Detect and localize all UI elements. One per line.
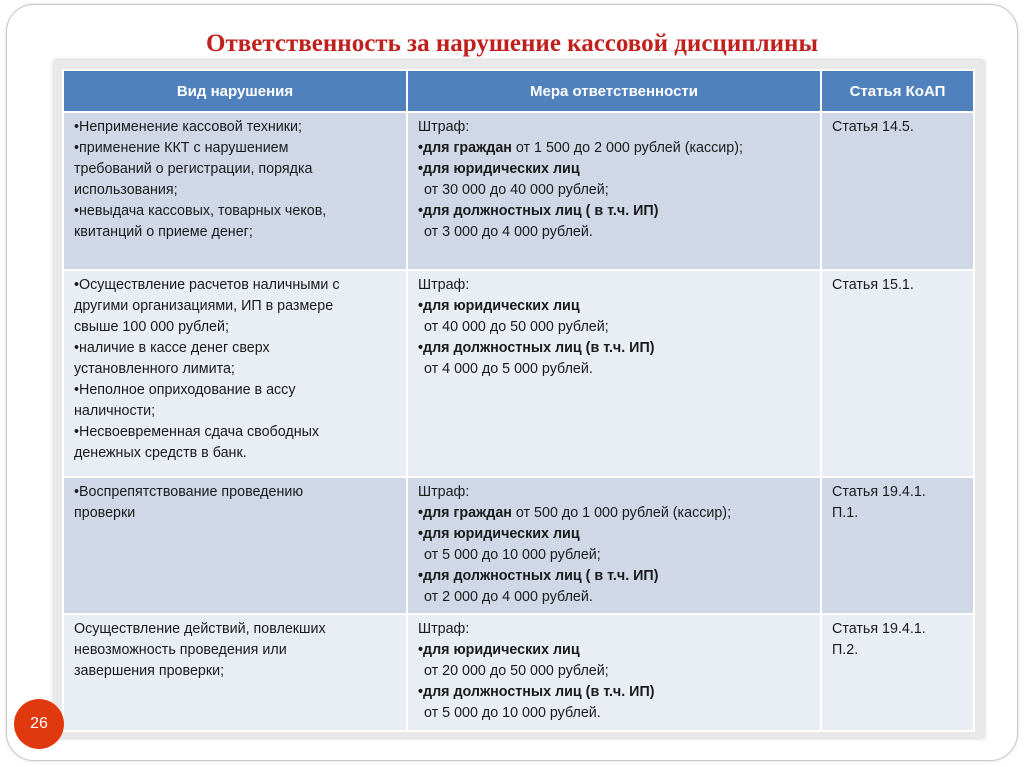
penalty-subject: •для юридических лиц: [418, 161, 580, 177]
violation-line: наличности;: [74, 403, 156, 419]
penalty-subject: •для должностных лиц ( в т.ч. ИП): [418, 568, 659, 584]
penalty-amount: от 4 000 до 5 000 рублей.: [424, 361, 593, 377]
violation-line: проверки: [74, 505, 136, 521]
article-line: П.2.: [832, 642, 859, 658]
violation-line: установленного лимита;: [74, 361, 235, 377]
violation-line: квитанций о приеме денег;: [74, 224, 253, 240]
penalty-cell: [407, 614, 821, 731]
penalty-line: [418, 566, 812, 587]
table-container: [54, 60, 984, 738]
penalty-amount: от 40 000 до 50 000 рублей;: [424, 319, 609, 335]
violation-line: •Несвоевременная сдача свободных: [74, 424, 320, 440]
header-penalty: Мера ответственности: [407, 70, 821, 112]
table-row: [63, 112, 974, 270]
penalty-line: [418, 640, 812, 661]
penalty-title: Штраф:: [418, 277, 470, 293]
violation-line: •невыдача кассовых, товарных чеков,: [74, 203, 327, 219]
violation-cell: [63, 614, 407, 731]
violation-line: •наличие в кассе денег сверх: [74, 340, 270, 356]
penalty-line: [418, 201, 812, 222]
violation-line: •Осуществление расчетов наличными с: [74, 277, 340, 293]
violation-line: другими организациями, ИП в размере: [74, 298, 334, 314]
violation-line: невозможность проведения или: [74, 642, 287, 658]
penalty-amount: от 30 000 до 40 000 рублей;: [424, 182, 609, 198]
penalty-cell: [407, 112, 821, 270]
penalty-line: [418, 296, 812, 317]
penalty-amount: от 500 до 1 000 рублей (кассир);: [511, 505, 732, 521]
penalty-amount: от 5 000 до 10 000 рублей;: [424, 547, 601, 563]
penalty-cell: [407, 477, 821, 614]
article-cell: [821, 477, 974, 614]
penalty-line: [418, 159, 812, 180]
penalty-title: Штраф:: [418, 621, 470, 637]
penalty-subject: •для граждан: [418, 505, 512, 521]
violation-line: •Неприменение кассовой техники;: [74, 119, 302, 135]
penalty-line: [418, 682, 812, 703]
article-cell: [821, 270, 974, 477]
table-row: [63, 270, 974, 477]
penalty-amount: от 2 000 до 4 000 рублей.: [424, 589, 593, 605]
penalty-amount: от 1 500 до 2 000 рублей (кассир);: [511, 140, 743, 156]
violation-line: •Воспрепятствование проведению: [74, 484, 304, 500]
penalty-subject: •для юридических лиц: [418, 642, 580, 658]
penalty-line: [418, 524, 812, 545]
penalty-line: [418, 338, 812, 359]
penalty-title: Штраф:: [418, 484, 470, 500]
violation-line: использования;: [74, 182, 178, 198]
violation-line: Осуществление действий, повлекших: [74, 621, 326, 637]
article-line: Статья 15.1.: [832, 277, 914, 293]
penalty-subject: •для граждан: [418, 140, 512, 156]
table-header-row: [63, 70, 974, 112]
penalty-amount: от 20 000 до 50 000 рублей;: [424, 663, 609, 679]
table-row: [63, 614, 974, 731]
header-violation: Вид нарушения: [63, 70, 407, 112]
violation-line: •применение ККТ с нарушением: [74, 140, 289, 156]
violation-cell: [63, 270, 407, 477]
penalty-line: [418, 138, 812, 159]
penalty-cell: [407, 270, 821, 477]
header-article: Статья КоАП: [821, 70, 974, 112]
penalty-amount: от 3 000 до 4 000 рублей.: [424, 224, 593, 240]
article-cell: [821, 614, 974, 731]
penalty-title: Штраф:: [418, 119, 470, 135]
penalty-subject: •для должностных лиц (в т.ч. ИП): [418, 684, 655, 700]
penalty-subject: •для должностных лиц ( в т.ч. ИП): [418, 203, 659, 219]
article-line: Статья 19.4.1.: [832, 621, 926, 637]
penalty-amount: от 5 000 до 10 000 рублей.: [424, 705, 601, 721]
violations-table: [62, 69, 975, 732]
violation-line: свыше 100 000 рублей;: [74, 319, 229, 335]
violation-cell: [63, 477, 407, 614]
article-cell: [821, 112, 974, 270]
page-number-badge: 26: [14, 699, 64, 749]
article-line: Статья 14.5.: [832, 119, 914, 135]
article-line: П.1.: [832, 505, 859, 521]
slide-title: Ответственность за нарушение кассовой дисциплины: [206, 30, 818, 57]
violation-line: •Неполное оприходование в ассу: [74, 382, 296, 398]
violation-line: завершения проверки;: [74, 663, 225, 679]
penalty-subject: •для должностных лиц (в т.ч. ИП): [418, 340, 655, 356]
article-line: Статья 19.4.1.: [832, 484, 926, 500]
violation-line: требований о регистрации, порядка: [74, 161, 313, 177]
table-row: [63, 477, 974, 614]
penalty-line: [418, 503, 812, 524]
penalty-subject: •для юридических лиц: [418, 526, 580, 542]
violation-cell: [63, 112, 407, 270]
penalty-subject: •для юридических лиц: [418, 298, 580, 314]
violation-line: денежных средств в банк.: [74, 445, 247, 461]
